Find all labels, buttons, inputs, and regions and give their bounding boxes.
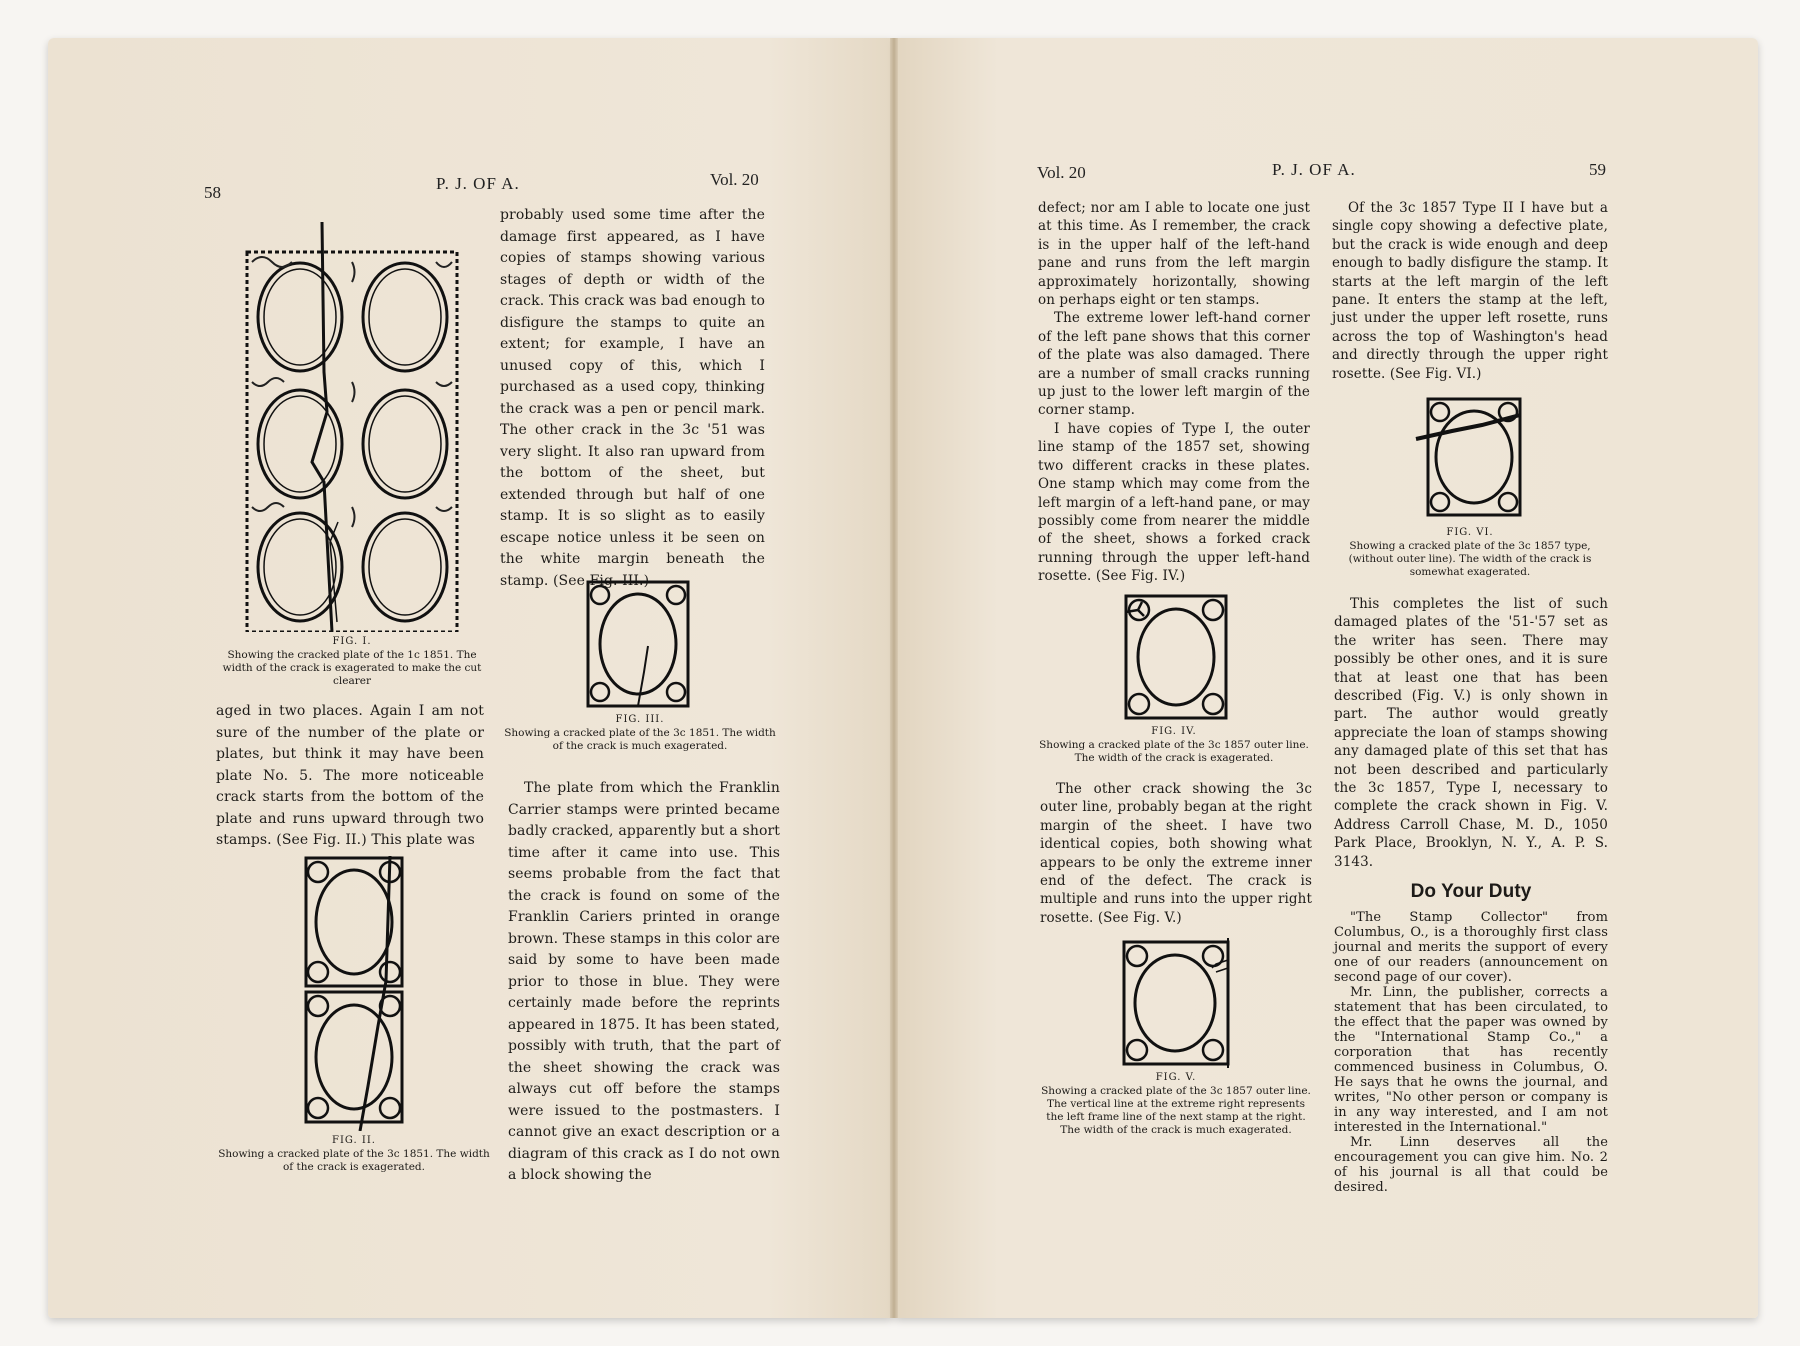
right-col1-paragraph-3: I have copies of Type I, the outer line stamp of the 1857 set, showing two different cracks in these plates. One stamp which may come from the left margin of a left-hand pane, or may possibly come from nearer the middle of the sheet, shows a forked crack running through the upper left-hand rosette. (See Fig. IV.)	[1038, 420, 1310, 585]
fig1-label: FIG. I.	[332, 636, 372, 647]
cracked-plate-3c-1851-single-illustration	[500, 580, 780, 710]
right-col2-paragraph-2: This completes the list of such damaged plates of the '51-'57 set as the writer has seen. There may possibly be other ones, and it is sure that at least one that has been described (Fig. V.) is only shown in part. The author would greatly appreciate the loan of stamps showing any damaged plate of this set that has not been described and particularly the 3c 1857, Type I, necessary to complete the crack shown in Fig. V. Address Carroll Chase, M. D., 1050 Park Place, Brooklyn, N. Y., A. P. S. 3143.	[1334, 596, 1608, 870]
do-your-duty-heading: Do Your Duty	[1410, 881, 1532, 903]
fig2-caption: Showing a cracked plate of the 3c 1851. The width of the crack is exagerated.	[218, 1148, 490, 1173]
left-column-2-lower	[508, 778, 780, 1187]
figure-6	[1332, 395, 1608, 579]
figure-5	[1040, 938, 1312, 1137]
fig5-label: FIG. V.	[1155, 1072, 1197, 1083]
do-your-duty-body	[1334, 910, 1608, 1195]
right-col1-paragraph-4: The other crack showing the 3c outer line, probably began at the right margin of the sheet. I have two identical copies, both showing what appears to be only the extreme inner end of the defect. The crack is multiple and runs into the upper right rosette. (See Fig. V.)	[1040, 781, 1312, 926]
right-column-1-upper	[1038, 199, 1310, 586]
right-page-number: 59	[1589, 160, 1606, 179]
fig3-caption: Showing a cracked plate of the 3c 1851. The width of the crack is much exagerated.	[504, 727, 776, 752]
left-col2-paragraph-2: The plate from which the Franklin Carrier stamps were printed became badly cracked, apparently but a short time after it came into use. This seems probable from the fact that the crack is found on some of the Franklin Cariers printed in orange brown. These stamps in this color are said by some to have been made prior to those in blue. They were certainly made before the reprints appeared in 1875. It has been stated, possibly with truth, that the part of the sheet showing the crack was always cut off before the stamps were issued to the postmasters. I cannot give an exact description or a diagram of this crack as I do not own a block showing the	[508, 780, 780, 1183]
figure-3	[500, 580, 780, 753]
fig6-label: FIG. VI.	[1446, 527, 1494, 538]
right-running-title: P. J. OF A.	[1272, 160, 1356, 179]
duty-paragraph-1: "The Stamp Collector" from Columbus, O., is a thoroughly first class journal and merits the support of every one of our readers (announcement on second page of our cover).	[1334, 909, 1608, 985]
figure-4	[1038, 592, 1310, 765]
fig4-caption: Showing a cracked plate of the 3c 1857 outer line. The width of the crack is exagerated.	[1039, 739, 1309, 764]
figure-2	[218, 856, 490, 1174]
duty-paragraph-3: Mr. Linn deserves all the encouragement you can give him. No. 2 of his journal is all that could be desired.	[1334, 1134, 1608, 1195]
fig2-label: FIG. II.	[332, 1135, 376, 1146]
right-col1-paragraph-2: The extreme lower left-hand corner of the left pane shows that this corner of the plate was also damaged. There are a number of small cracks running up just to the lower left margin of the corner stamp.	[1038, 310, 1310, 419]
left-page-number: 58	[204, 183, 221, 202]
cracked-plate-3c-1857-type-2-illustration	[1332, 395, 1608, 523]
right-page	[895, 38, 1758, 1318]
fig3-label: FIG. III.	[615, 714, 665, 725]
cracked-plate-3c-1857-right-margin-illustration	[1040, 938, 1312, 1068]
right-column-1-lower	[1040, 780, 1312, 927]
cracked-plate-1c-1851-illustration	[212, 222, 492, 632]
left-col2-paragraph-1: probably used some time after the damage first appeared, as I have copies of stamps showing various stages of depth or width of the crack. This crack was bad enough to disfigure the stamps to quite an extent; for example, I have an unused copy of this, which I purchased as a used copy, thinking the crack was a pen or pencil mark. The other crack in the 3c '51 was very slight. It also ran upward from the bottom of the sheet, but extended through but half of one stamp. It is so slight as to easily escape notice unless it be seen on the white margin beneath the stamp. (See Fig. III.)	[500, 207, 765, 589]
right-volume: Vol. 20	[1037, 163, 1086, 182]
fig6-caption: Showing a cracked plate of the 3c 1857 type, (without outer line). The width of the crack is somewhat exagerated.	[1348, 540, 1592, 578]
left-volume: Vol. 20	[710, 170, 759, 189]
left-column-1-text	[216, 701, 484, 852]
duty-paragraph-2: Mr. Linn, the publisher, corrects a statement that has been circulated, to the effect that the paper was owned by the "International Stamp Co.," a corporation that has recently commenced business in Columbus, O. He says that he owns the journal, and writes, "No other person or company is in any way interested, and I am not interested in the International."	[1334, 984, 1608, 1135]
right-column-2-lower	[1334, 595, 1608, 1195]
right-col1-paragraph-1: defect; nor am I able to locate one just at this time. As I remember, the crack is in the upper half of the left-hand pane and runs from the left margin approximately horizontally, showing on perhaps eight or ten stamps.	[1038, 200, 1310, 309]
left-col1-paragraph: aged in two places. Again I am not sure of the number of the plate or plates, but think it may have been plate No. 5. The more noticeable crack starts from the bottom of the plate and runs upward through two stamps. (See Fig. II.) This plate was	[216, 703, 484, 848]
cracked-plate-3c-1857-outer-line-illustration	[1038, 592, 1310, 722]
book-gutter	[890, 38, 898, 1318]
fig4-label: FIG. IV.	[1151, 726, 1197, 737]
fig5-caption: Showing a cracked plate of the 3c 1857 outer line. The vertical line at the extreme right represents the left frame line of the next stamp at the right. The width of the crack is much exagerated.	[1041, 1085, 1311, 1136]
right-col2-paragraph-1: Of the 3c 1857 Type II I have but a single copy showing a defective plate, but the crack is wide enough and deep enough to badly disfigure the stamp. It starts at the left margin of the left pane. It enters the stamp at the left, just under the upper left rosette, runs across the top of Washington's head and directly through the upper right rosette. (See Fig. VI.)	[1332, 200, 1608, 382]
left-column-2-upper	[500, 205, 765, 592]
fig1-caption: Showing the cracked plate of the 1c 1851. The width of the crack is exagerated to make the cut clearer	[222, 649, 482, 687]
right-column-2-upper	[1332, 199, 1608, 383]
figure-1	[212, 222, 492, 688]
left-running-title: P. J. OF A.	[436, 174, 520, 193]
cracked-plate-3c-1851-pair-illustration	[218, 856, 490, 1131]
